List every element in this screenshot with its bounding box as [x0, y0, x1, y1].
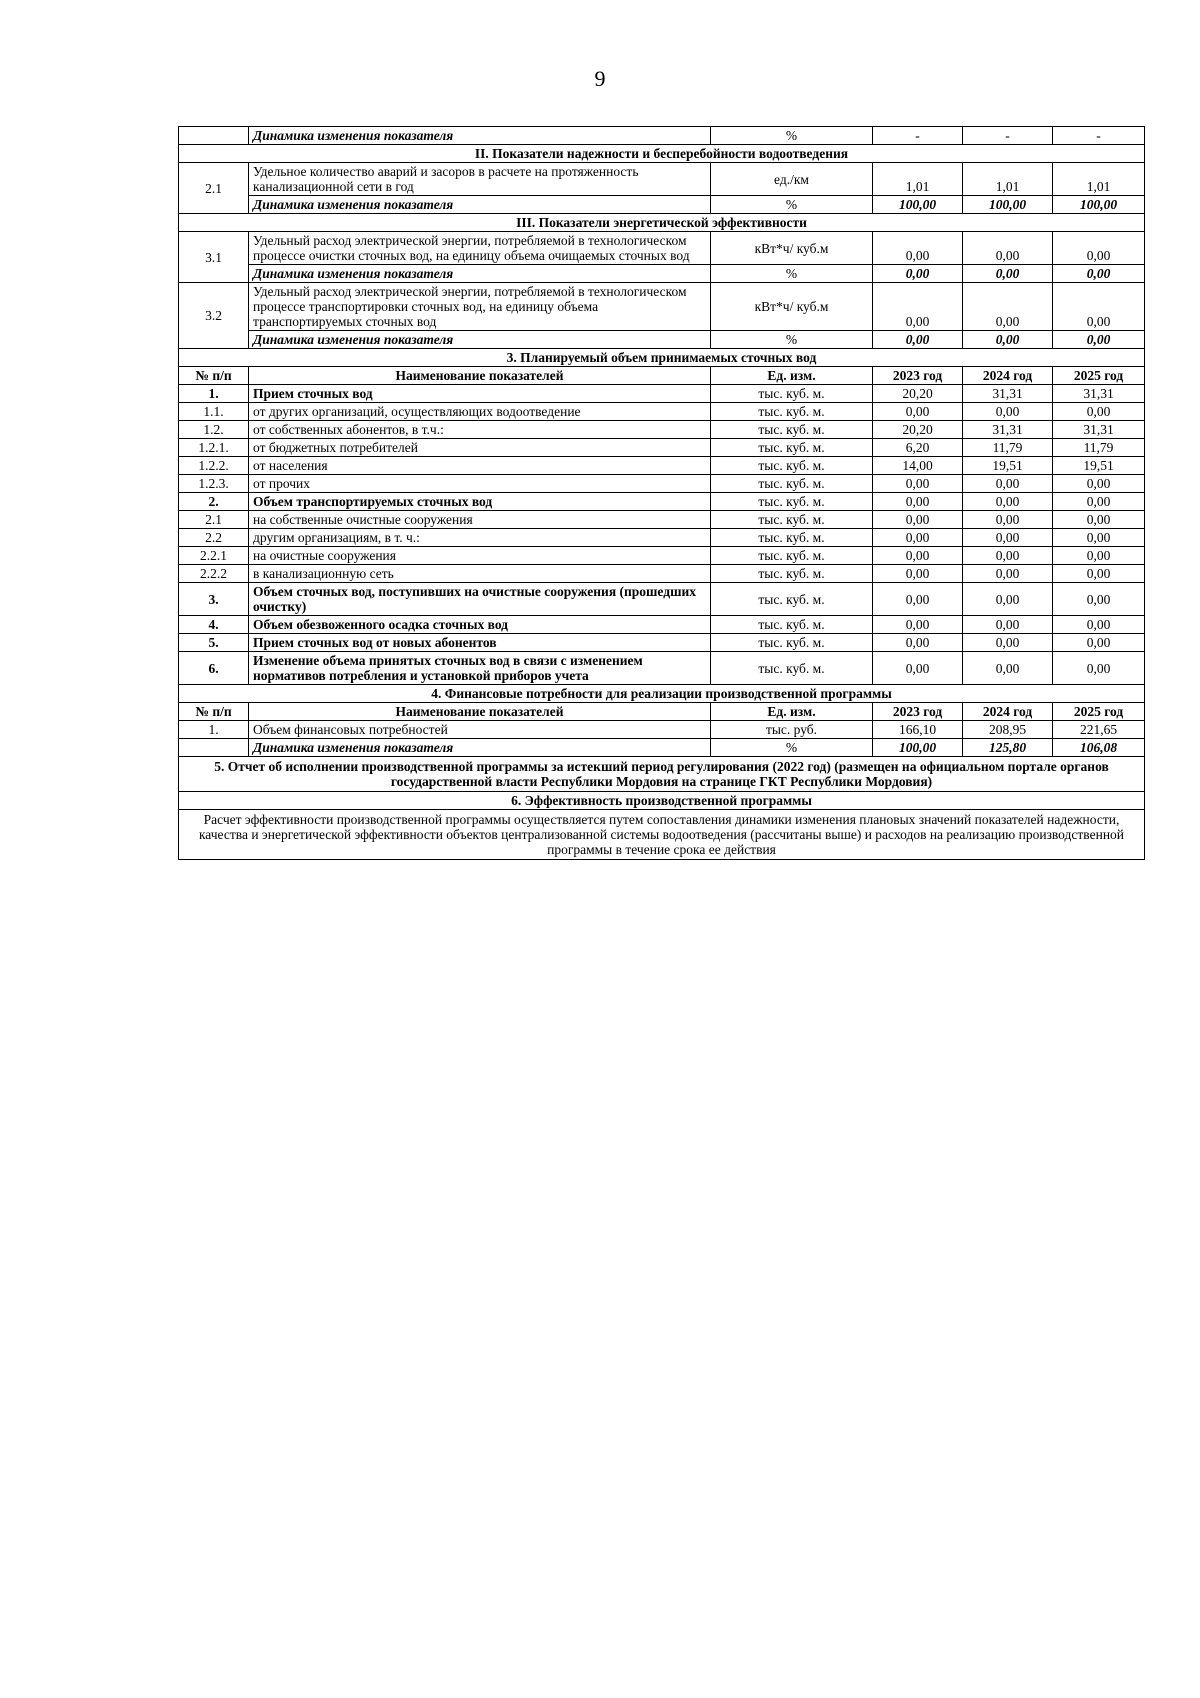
row-number: 3. — [179, 583, 249, 616]
indicator-row — [179, 163, 1145, 196]
value-cell: 1,01 — [963, 163, 1053, 196]
indicator-name: от собственных абонентов, в т.ч.: — [249, 421, 711, 439]
section-header — [179, 792, 1145, 810]
efficiency-text: Расчет эффективности производственной программы осуществляется путем сопоставления динамики изменения плановых значений показателей надежности, качества и энергетической эффективности объектов централизованной системы водоотведения (рассчитаны выше) и расходов на реализацию производственной программы в течение срока ее действия — [179, 810, 1145, 860]
value-cell: 208,95 — [963, 721, 1053, 739]
table-row — [179, 511, 1145, 529]
value-cell: 0,00 — [1053, 547, 1145, 565]
value-cell: 20,20 — [873, 385, 963, 403]
unit-cell: тыс. куб. м. — [711, 475, 873, 493]
row-number: 3.2 — [179, 283, 249, 349]
unit-cell: тыс. куб. м. — [711, 634, 873, 652]
row-number: 1.2. — [179, 421, 249, 439]
indicator-name: Удельное количество аварий и засоров в расчете на протяженность канализационной сети в год — [249, 163, 711, 196]
value-cell: - — [1053, 127, 1145, 145]
value-cell: 0,00 — [963, 583, 1053, 616]
value-cell: 0,00 — [873, 232, 963, 265]
indicator-name: от населения — [249, 457, 711, 475]
value-cell: 0,00 — [1053, 265, 1145, 283]
table-row — [179, 403, 1145, 421]
unit-cell: тыс. куб. м. — [711, 616, 873, 634]
indicator-name: от других организаций, осуществляющих водоотведение — [249, 403, 711, 421]
indicator-name: на собственные очистные сооружения — [249, 511, 711, 529]
row-number: 2.1 — [179, 163, 249, 214]
row-number: 1. — [179, 721, 249, 739]
dynamics-label: Динамика изменения показателя — [249, 127, 711, 145]
row-number: 2. — [179, 493, 249, 511]
indicator-name: другим организациям, в т. ч.: — [249, 529, 711, 547]
value-cell: 125,80 — [963, 739, 1053, 757]
value-cell: 0,00 — [873, 529, 963, 547]
value-cell: 0,00 — [873, 511, 963, 529]
column-header: 2024 год — [963, 703, 1053, 721]
row-number: 5. — [179, 634, 249, 652]
table-row — [179, 634, 1145, 652]
table-row — [179, 457, 1145, 475]
value-cell: 0,00 — [873, 616, 963, 634]
value-cell: 14,00 — [873, 457, 963, 475]
page-number: 9 — [594, 66, 606, 91]
value-cell: 0,00 — [1053, 565, 1145, 583]
unit-cell: % — [711, 331, 873, 349]
indicator-name: от прочих — [249, 475, 711, 493]
value-cell: 0,00 — [963, 265, 1053, 283]
value-cell: 100,00 — [963, 196, 1053, 214]
section-title: 6. Эффективность производственной программы — [179, 792, 1145, 810]
section-header — [179, 145, 1145, 163]
unit-cell: кВт*ч/ куб.м — [711, 232, 873, 265]
row-number: 2.2.1 — [179, 547, 249, 565]
value-cell: 0,00 — [963, 652, 1053, 685]
unit-cell: тыс. куб. м. — [711, 403, 873, 421]
value-cell: 1,01 — [1053, 163, 1145, 196]
table-row — [179, 493, 1145, 511]
unit-cell: тыс. куб. м. — [711, 529, 873, 547]
value-cell: 0,00 — [873, 493, 963, 511]
value-cell: 100,00 — [873, 196, 963, 214]
table-row — [179, 439, 1145, 457]
value-cell: 0,00 — [1053, 652, 1145, 685]
column-header: Ед. изм. — [711, 367, 873, 385]
value-cell: 31,31 — [1053, 385, 1145, 403]
value-cell: 0,00 — [873, 634, 963, 652]
value-cell: 0,00 — [963, 403, 1053, 421]
unit-cell: % — [711, 196, 873, 214]
indicator-name: Удельный расход электрической энергии, потребляемой в технологическом процессе транспортировки сточных вод, на единицу объема транспортируемых сточных вод — [249, 283, 711, 331]
column-header: 2025 год — [1053, 367, 1145, 385]
value-cell: 0,00 — [1053, 232, 1145, 265]
value-cell: 166,10 — [873, 721, 963, 739]
table-row — [179, 583, 1145, 616]
value-cell: 19,51 — [1053, 457, 1145, 475]
column-header: 2025 год — [1053, 703, 1145, 721]
row-number: 2.2 — [179, 529, 249, 547]
value-cell: 31,31 — [963, 385, 1053, 403]
value-cell: 20,20 — [873, 421, 963, 439]
value-cell: 0,00 — [963, 634, 1053, 652]
section-title: 3. Планируемый объем принимаемых сточных вод — [179, 349, 1145, 367]
unit-cell: тыс. куб. м. — [711, 439, 873, 457]
indicator-name: Изменение объема принятых сточных вод в связи с изменением нормативов потребления и установкой приборов учета — [249, 652, 711, 685]
value-cell: 31,31 — [1053, 421, 1145, 439]
indicator-row — [179, 232, 1145, 265]
value-cell: 0,00 — [1053, 403, 1145, 421]
section-header — [179, 757, 1145, 792]
table-row — [179, 616, 1145, 634]
table-row — [179, 421, 1145, 439]
table-row — [179, 385, 1145, 403]
unit-cell: кВт*ч/ куб.м — [711, 283, 873, 331]
efficiency-text-row — [179, 810, 1145, 860]
value-cell: 0,00 — [873, 265, 963, 283]
dynamics-row — [179, 739, 1145, 757]
value-cell: 0,00 — [873, 652, 963, 685]
value-cell: 0,00 — [963, 493, 1053, 511]
row-number: 2.2.2 — [179, 565, 249, 583]
value-cell: 100,00 — [1053, 196, 1145, 214]
dynamics-row — [179, 265, 1145, 283]
column-header: 2024 год — [963, 367, 1053, 385]
value-cell: 0,00 — [963, 331, 1053, 349]
value-cell: 31,31 — [963, 421, 1053, 439]
indicator-name: Объем транспортируемых сточных вод — [249, 493, 711, 511]
unit-cell: тыс. куб. м. — [711, 565, 873, 583]
dynamics-label: Динамика изменения показателя — [249, 331, 711, 349]
row-number: 1.2.1. — [179, 439, 249, 457]
value-cell: 0,00 — [873, 565, 963, 583]
table-row — [179, 652, 1145, 685]
table-row — [179, 565, 1145, 583]
value-cell: 1,01 — [873, 163, 963, 196]
column-header: № п/п — [179, 367, 249, 385]
row-number: 6. — [179, 652, 249, 685]
column-header: 2023 год — [873, 367, 963, 385]
dynamics-row — [179, 196, 1145, 214]
unit-cell: % — [711, 739, 873, 757]
row-number: 1. — [179, 385, 249, 403]
value-cell: 0,00 — [1053, 529, 1145, 547]
value-cell: 100,00 — [873, 739, 963, 757]
value-cell: 0,00 — [963, 529, 1053, 547]
column-header: № п/п — [179, 703, 249, 721]
indicator-row — [179, 721, 1145, 739]
section-title: III. Показатели энергетической эффективности — [179, 214, 1145, 232]
row-number: 2.1 — [179, 511, 249, 529]
row-number: 1.2.2. — [179, 457, 249, 475]
table-row — [179, 547, 1145, 565]
unit-cell: тыс. куб. м. — [711, 511, 873, 529]
section-title: 4. Финансовые потребности для реализации производственной программы — [179, 685, 1145, 703]
unit-cell: ед./км — [711, 163, 873, 196]
value-cell: - — [963, 127, 1053, 145]
indicator-name: Прием сточных вод — [249, 385, 711, 403]
value-cell: 0,00 — [963, 232, 1053, 265]
unit-cell: тыс. куб. м. — [711, 421, 873, 439]
value-cell: 0,00 — [1053, 493, 1145, 511]
value-cell: 0,00 — [1053, 475, 1145, 493]
value-cell: 0,00 — [873, 547, 963, 565]
value-cell: 0,00 — [963, 511, 1053, 529]
value-cell: 0,00 — [1053, 616, 1145, 634]
value-cell: 0,00 — [873, 475, 963, 493]
value-cell: 0,00 — [1053, 283, 1145, 331]
value-cell: 0,00 — [963, 547, 1053, 565]
value-cell: 0,00 — [963, 565, 1053, 583]
column-header: Ед. изм. — [711, 703, 873, 721]
indicator-name: Объем сточных вод, поступивших на очистные сооружения (прошедших очистку) — [249, 583, 711, 616]
value-cell: 0,00 — [1053, 583, 1145, 616]
value-cell: 0,00 — [963, 283, 1053, 331]
section-header — [179, 349, 1145, 367]
value-cell: 0,00 — [1053, 331, 1145, 349]
indicator-row — [179, 283, 1145, 331]
indicator-name: Объем финансовых потребностей — [249, 721, 711, 739]
unit-cell: тыс. куб. м. — [711, 493, 873, 511]
value-cell: 0,00 — [873, 403, 963, 421]
section-title: 5. Отчет об исполнении производственной программы за истекший период регулирования (2022 год) (размещен на официальном портале органов государственной власти Республики Мордовия на странице ГКТ Республики Мордовия) — [179, 757, 1145, 792]
unit-cell: тыс. куб. м. — [711, 652, 873, 685]
row-number: 4. — [179, 616, 249, 634]
dynamics-label: Динамика изменения показателя — [249, 739, 711, 757]
indicator-name: на очистные сооружения — [249, 547, 711, 565]
section-header — [179, 685, 1145, 703]
row-number: 1.1. — [179, 403, 249, 421]
section-title: II. Показатели надежности и бесперебойности водоотведения — [179, 145, 1145, 163]
indicator-name: Удельный расход электрической энергии, потребляемой в технологическом процессе очистки сточных вод, на единицу объема очищаемых сточных вод — [249, 232, 711, 265]
unit-cell: тыс. куб. м. — [711, 457, 873, 475]
value-cell: 11,79 — [1053, 439, 1145, 457]
value-cell: 11,79 — [963, 439, 1053, 457]
column-header: Наименование показателей — [249, 703, 711, 721]
column-header: Наименование показателей — [249, 367, 711, 385]
indicator-name: в канализационную сеть — [249, 565, 711, 583]
dynamics-row — [179, 331, 1145, 349]
value-cell: 0,00 — [873, 283, 963, 331]
column-header-row — [179, 367, 1145, 385]
unit-cell: тыс. куб. м. — [711, 583, 873, 616]
dynamics-row — [179, 127, 1145, 145]
indicator-name: Объем обезвоженного осадка сточных вод — [249, 616, 711, 634]
row-number: 1.2.3. — [179, 475, 249, 493]
value-cell: 0,00 — [1053, 634, 1145, 652]
indicator-name: Прием сточных вод от новых абонентов — [249, 634, 711, 652]
column-header: 2023 год — [873, 703, 963, 721]
value-cell: - — [873, 127, 963, 145]
value-cell: 0,00 — [963, 475, 1053, 493]
unit-cell: % — [711, 265, 873, 283]
row-number: 3.1 — [179, 232, 249, 283]
unit-cell: % — [711, 127, 873, 145]
column-header-row — [179, 703, 1145, 721]
indicator-name: от бюджетных потребителей — [249, 439, 711, 457]
value-cell: 106,08 — [1053, 739, 1145, 757]
value-cell: 0,00 — [1053, 511, 1145, 529]
value-cell: 19,51 — [963, 457, 1053, 475]
unit-cell: тыс. куб. м. — [711, 547, 873, 565]
value-cell: 221,65 — [1053, 721, 1145, 739]
unit-cell: тыс. куб. м. — [711, 385, 873, 403]
section-header — [179, 214, 1145, 232]
indicators-table — [178, 126, 1145, 860]
dynamics-label: Динамика изменения показателя — [249, 265, 711, 283]
table-row — [179, 529, 1145, 547]
value-cell: 0,00 — [963, 616, 1053, 634]
value-cell: 0,00 — [873, 583, 963, 616]
value-cell: 6,20 — [873, 439, 963, 457]
dynamics-label: Динамика изменения показателя — [249, 196, 711, 214]
table-row — [179, 475, 1145, 493]
unit-cell: тыс. руб. — [711, 721, 873, 739]
value-cell: 0,00 — [873, 331, 963, 349]
